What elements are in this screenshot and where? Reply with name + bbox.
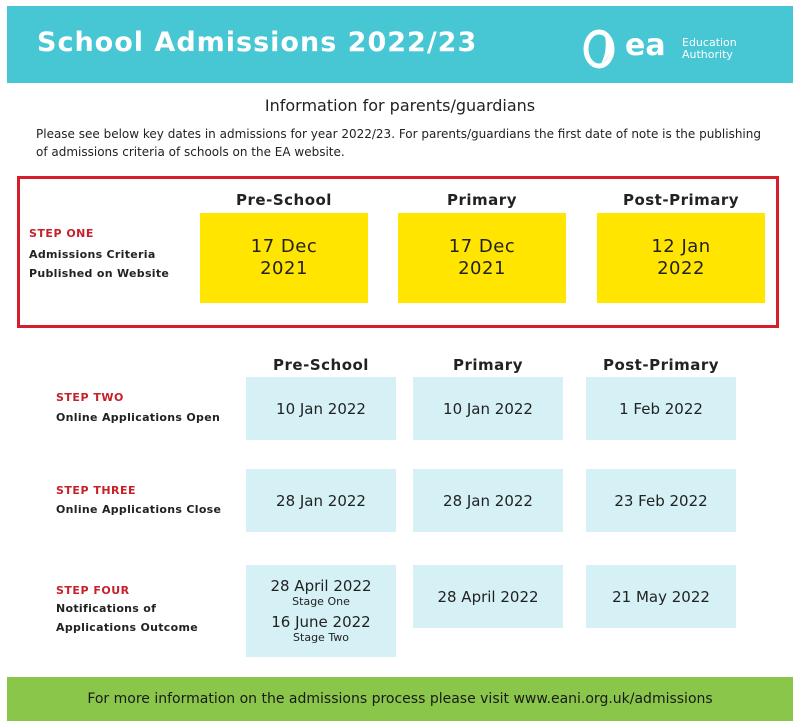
page-title: School Admissions 2022/23 (37, 27, 478, 58)
step-one-primary-date (398, 213, 566, 303)
preschool-date-stage-one: 28 April 2022 (270, 577, 372, 595)
date-line2: 2021 (458, 258, 506, 279)
header-banner (7, 6, 793, 83)
step-one-description (29, 245, 169, 283)
date-line1: 17 Dec (448, 236, 516, 257)
logo-wordmark: ea (625, 28, 666, 63)
preschool-date-stage-two: 16 June 2022 (271, 613, 371, 631)
step-one-desc-line1: Admissions Criteria (29, 248, 156, 261)
logo-sub-line1: Education (682, 36, 737, 49)
step-four-post-primary-date: 21 May 2022 (586, 565, 736, 628)
step-two-preschool-date: 10 Jan 2022 (246, 377, 396, 440)
column-head-post-primary: Post-Primary (622, 191, 740, 209)
logo-sub-line2: Authority (682, 48, 733, 61)
subtitle: Information for parents/guardians (264, 96, 536, 115)
step-two-label: STEP TWO (56, 391, 124, 404)
column-head-primary-lower: Primary (453, 356, 523, 374)
step-three-post-primary-date: 23 Feb 2022 (586, 469, 736, 532)
step-one-desc-line2: Published on Website (29, 267, 170, 280)
step-four-desc-line1: Notifications of (56, 602, 157, 615)
logo-subtitle (682, 37, 762, 61)
step-three-description: Online Applications Close (56, 503, 222, 516)
column-head-primary: Primary (447, 191, 517, 209)
footer-banner (7, 677, 793, 721)
step-two-primary-date: 10 Jan 2022 (413, 377, 563, 440)
date-line2: 2021 (260, 258, 308, 279)
step-one-post-primary-date (597, 213, 765, 303)
column-head-preschool-lower: Pre-School (273, 356, 369, 374)
column-head-post-primary-lower: Post-Primary (602, 356, 720, 374)
date-line1: 12 Jan (651, 236, 711, 257)
stage-one-label: Stage One (292, 595, 350, 608)
column-head-preschool: Pre-School (236, 191, 332, 209)
step-one-preschool-date (200, 213, 368, 303)
step-one-label: STEP ONE (29, 227, 94, 240)
footer-text: For more information on the admissions process please visit www.eani.org.uk/admissions (87, 691, 713, 707)
step-four-preschool-dates (246, 565, 396, 657)
step-four-description (56, 599, 198, 637)
step-three-primary-date: 28 Jan 2022 (413, 469, 563, 532)
step-four-label: STEP FOUR (56, 584, 130, 597)
step-two-description: Online Applications Open (56, 411, 221, 424)
step-two-post-primary-date: 1 Feb 2022 (586, 377, 736, 440)
step-three-preschool-date: 28 Jan 2022 (246, 469, 396, 532)
ea-leaf-icon (579, 26, 623, 70)
step-three-label: STEP THREE (56, 484, 137, 497)
date-line2: 2022 (657, 258, 705, 279)
date-line1: 17 Dec (250, 236, 318, 257)
step-four-desc-line2: Applications Outcome (56, 621, 198, 634)
intro-paragraph: Please see below key dates in admissions for year 2022/23. For parents/guardians the first date of note is the publishing of admissions criteria of schools on the EA website. (36, 127, 761, 159)
step-four-primary-date: 28 April 2022 (413, 565, 563, 628)
stage-two-label: Stage Two (293, 631, 349, 644)
